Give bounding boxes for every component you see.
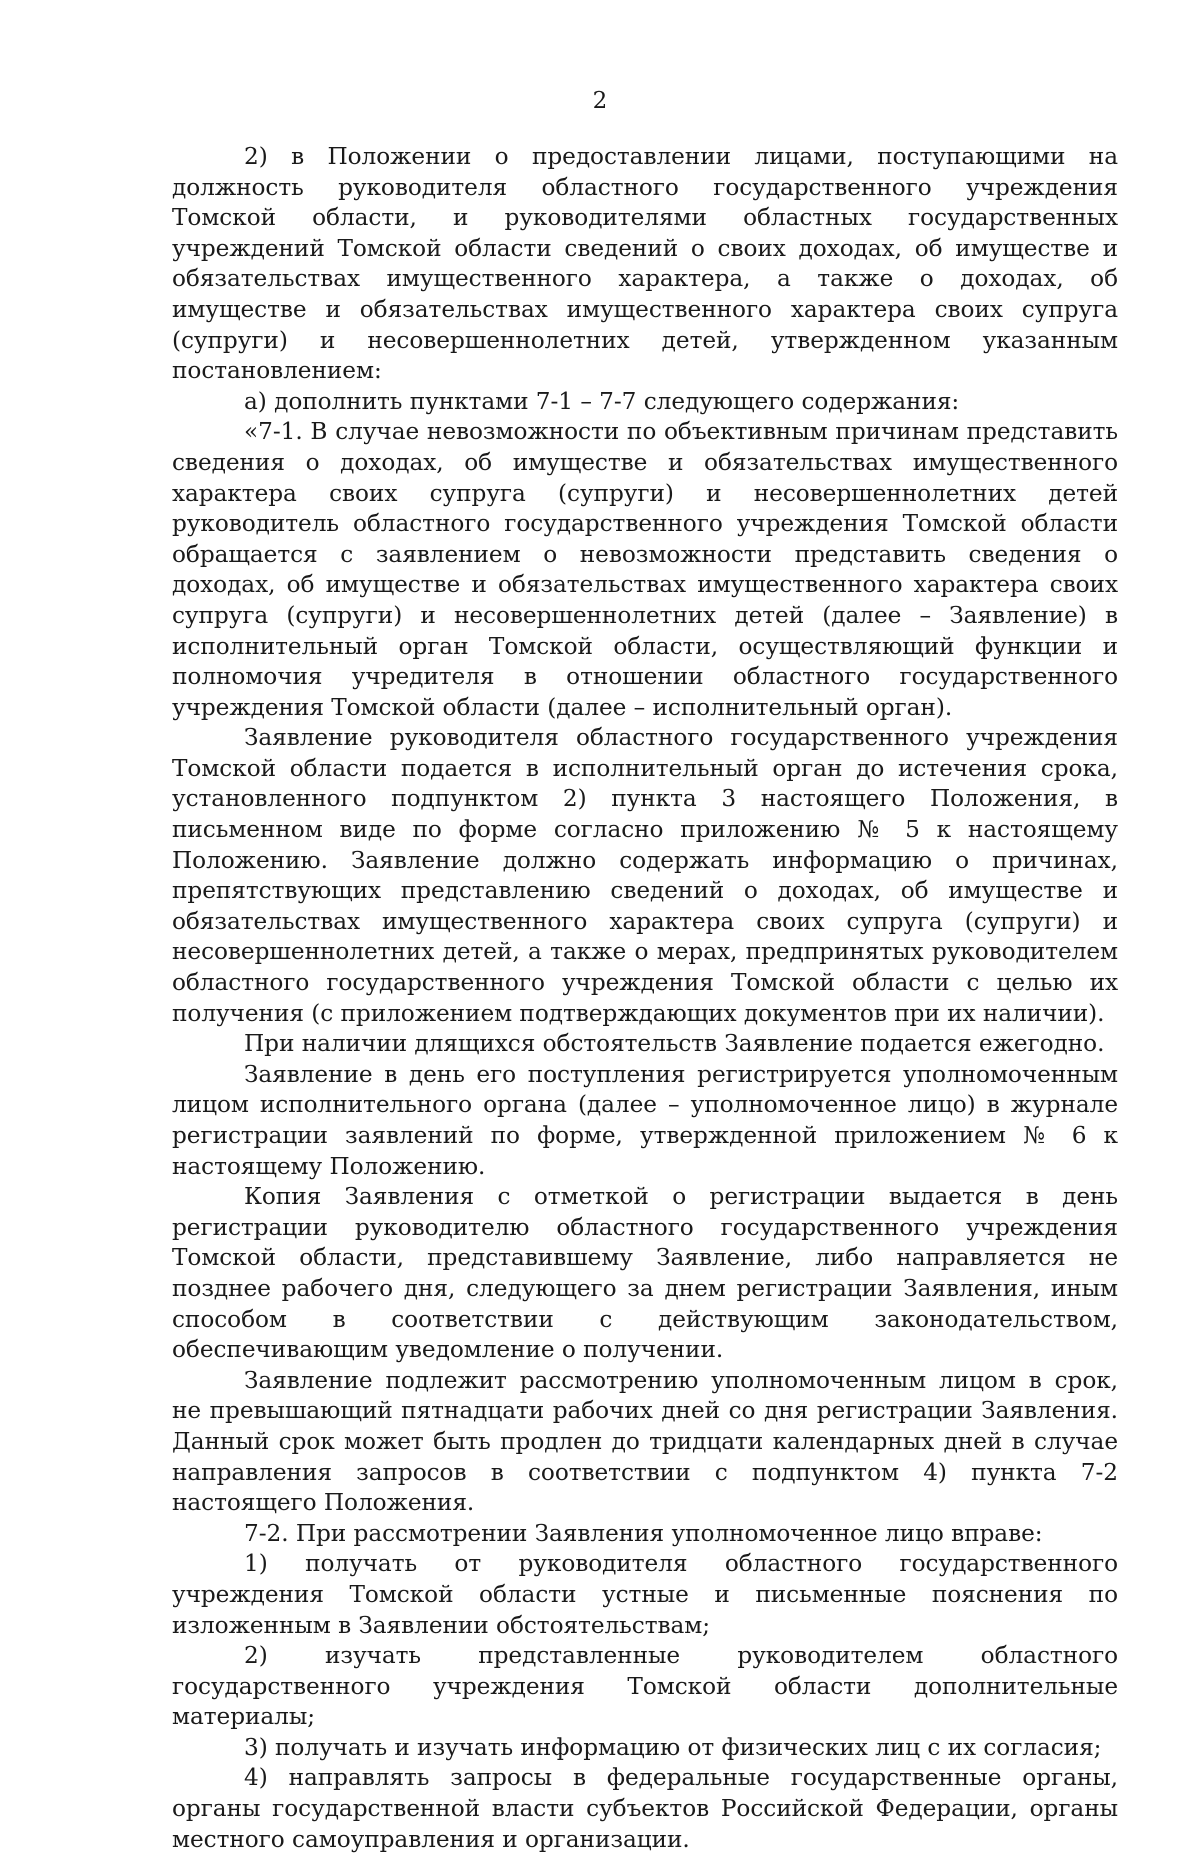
- paragraph-annual-submission: При наличии длящихся обстоятельств Заявление подается ежегодно.: [244, 1030, 1105, 1058]
- paragraph-copy-issued: Копия Заявления с отметкой о регистрации выдается в день регистрации руководителю областного государственного учреждения Томской области, представившему Заявление, либо направляется не позднее рабочего дня, следующего за днем регистрации Заявления, иным способом в соответствии с действующим законодательством, обеспечивающим уведомление о получении.: [172, 1183, 1118, 1364]
- document-body: [172, 142, 1118, 1855]
- paragraph-application-submission: Заявление руководителя областного государственного учреждения Томской области подается в исполнительный орган до истечения срока, установленного подпунктом 2) пункта 3 настоящего Положения, в письменном виде по форме согласно приложению № 5 к настоящему Положению. Заявление должно содержать информацию о причинах, препятствующих представлению сведений о доходах, об имуществе и обязательствах имущественного характера своих супруга (супруги) и несовершеннолетних детей, а также о мерах, предпринятых руководителем областного государственного учреждения Томской области с целью их получения (с приложением подтверждающих документов при их наличии).: [172, 724, 1118, 1027]
- paragraph-registration: Заявление в день его поступления регистрируется уполномоченным лицом исполнительного органа (далее – уполномоченное лицо) в журнале регистрации заявлений по форме, утвержденной приложением № 6 к настоящему Положению.: [172, 1060, 1118, 1180]
- list-item-1: 1) получать от руководителя областного государственного учреждения Томской области устные и письменные пояснения по изложенным в Заявлении обстоятельствам;: [172, 1550, 1118, 1639]
- list-item-3: 3) получать и изучать информацию от физических лиц с их согласия;: [244, 1733, 1102, 1761]
- list-item-4: 4) направлять запросы в федеральные государственные органы, органы государственной власти субъектов Российской Федерации, органы местного самоуправления и организации.: [172, 1764, 1118, 1853]
- paragraph-point-7-2: 7-2. При рассмотрении Заявления уполномоченное лицо вправе:: [244, 1519, 1043, 1547]
- paragraph-review-period: Заявление подлежит рассмотрению уполномоченным лицом в срок, не превышающий пятнадцати рабочих дней со дня регистрации Заявления. Данный срок может быть продлен до тридцати календарных дней в случае направления запросов в соответствии с подпунктом 4) пункта 7-2 настоящего Положения.: [172, 1366, 1118, 1517]
- paragraph-regulation-amendment: 2) в Положении о предоставлении лицами, поступающими на должность руководителя областного государственного учреждения Томской области, и руководителями областных государственных учреждений Томской области сведений о своих доходах, об имуществе и обязательствах имущественного характера, а также о доходах, об имуществе и обязательствах имущественного характера своих супруга (супруги) и несовершеннолетних детей, утвержденном указанным постановлением:: [172, 143, 1118, 385]
- list-item-2: 2) изучать представленные руководителем областного государственного учреждения Томской области дополнительные материалы;: [172, 1642, 1118, 1731]
- paragraph-point-7-1: «7-1. В случае невозможности по объективным причинам представить сведения о доходах, об имуществе и обязательствах имущественного характера своих супруга (супруги) и несовершеннолетних детей руководитель областного государственного учреждения Томской области обращается с заявлением о невозможности представить сведения о доходах, об имуществе и обязательствах имущественного характера своих супруга (супруги) и несовершеннолетних детей (далее – Заявление) в исполнительный орган Томской области, осуществляющий функции и полномочия учредителя в отношении областного государственного учреждения Томской области (далее – исполнительный орган).: [172, 418, 1118, 721]
- page-number: 2: [592, 88, 608, 114]
- paragraph-add-points: а) дополнить пунктами 7-1 – 7-7 следующего содержания:: [244, 387, 960, 415]
